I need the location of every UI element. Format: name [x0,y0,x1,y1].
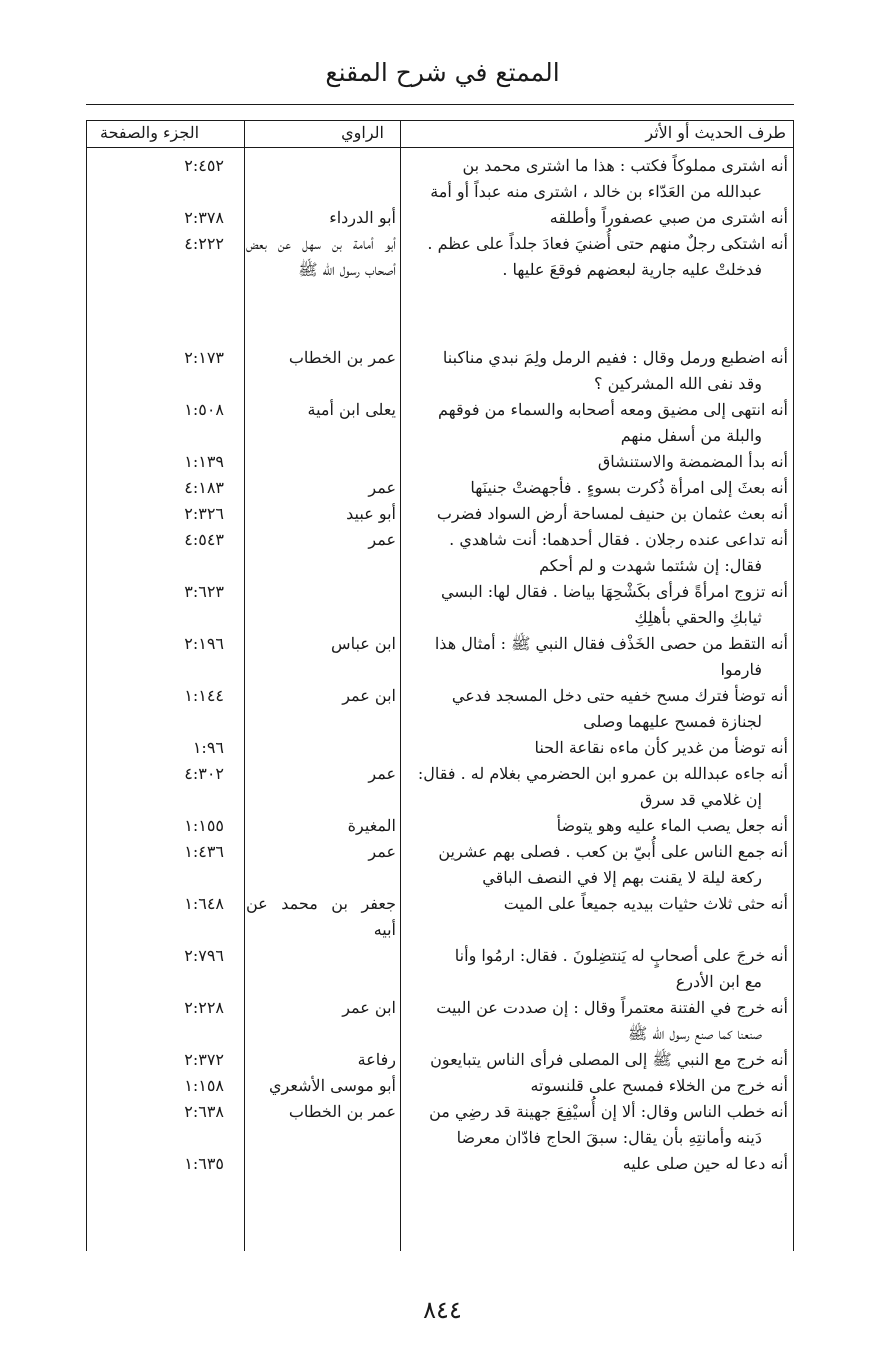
page-number: ٨٤٤ [423,1296,462,1324]
hadith-text-line2: ركعة ليلة لا يقنت بهم إلا في النصف الباقي [482,868,762,887]
hadith-text [404,1099,794,1151]
hadith-text-line2: فدخلتْ عليه جارية لبعضهم فوقعَ عليها . [502,260,762,279]
hadith-text [404,449,794,475]
hadith-text-line1: أنه توضأ من غدير كأن ماءه نقاعة الحنا [534,738,788,757]
table-row [86,839,794,891]
hadith-text-line1: أنه خرج من الخلاء فمسح على قلنسوته [530,1076,788,1095]
narrator: عمر بن الخطاب [288,1102,396,1121]
volume-page-ref: ٢:٣٢٦ [184,504,224,523]
hadith-text-line1: أنه التقط من حصى الخَذْف فقال النبي ﷺ : أمثال هذا [434,634,788,653]
volume-page-ref: ٤:١٨٣ [184,478,224,497]
hadith-text [404,527,794,579]
narrator: جعفر بن محمد عن أبيه [246,894,396,939]
hadith-text [404,683,794,735]
volume-page-ref: ٢:١٧٣ [184,348,224,367]
narrator: عمر [368,842,396,861]
table-row [86,813,794,839]
narrator: أبو موسى الأشعري [269,1076,396,1095]
table-row [86,579,794,631]
volume-page-ref: ١:٦٣٥ [184,1154,224,1173]
table-row [86,397,794,449]
running-head: الممتع في شرح المقنع [325,58,560,87]
hadith-text-line1: أنه جعل يصب الماء عليه وهو يتوضأ [556,816,788,835]
narrator: رفاعة [357,1050,396,1069]
table-row [86,631,794,683]
hadith-text-line2: لجنازة فمسح عليهما وصلى [583,712,762,731]
volume-page-ref: ٢:٣٧٢ [184,1050,224,1069]
table-row [86,735,794,761]
table-rows [86,153,794,1177]
table-row [86,683,794,735]
volume-page-ref: ١:٩٦ [192,738,224,757]
narrator: ابن عمر [342,686,396,705]
hadith-text [404,761,794,813]
volume-page-ref: ٣:٦٢٣ [184,582,224,601]
hadith-text [404,475,794,501]
column-header-text: طرف الحديث أو الأثر [645,123,786,142]
table-row [86,231,794,345]
table-row [86,475,794,501]
table-row [86,153,794,205]
hadith-text-line1: أنه بدأ المضمضة والاستنشاق [597,452,788,471]
hadith-text-line1: أنه اشتكى رجلٌ منهم حتى أُضنيَ فعادَ جلداً على عظم . [427,234,788,253]
hadith-text-line1: أنه جاءه عبدالله بن عمرو ابن الحضرمي بغلام له . فقال: [417,764,788,783]
narrator: يعلى ابن أمية [307,400,396,419]
hadith-text [404,1151,794,1177]
volume-page-ref: ١:١٥٨ [184,1076,224,1095]
hadith-text-line1: أنه اضطبع ورمل وقال : ففيم الرمل ولِمَ نبدي مناكبنا [442,348,788,367]
volume-page-ref: ٢:٤٥٢ [184,156,224,175]
table-row [86,1073,794,1099]
hadith-text-line1: أنه تداعى عنده رجلان . فقال أحدهما: أنت شاهدي . [449,530,788,549]
narrator: عمر [368,764,396,783]
table-row [86,449,794,475]
hadith-text-line1: أنه دعا له حين صلى عليه [622,1154,788,1173]
hadith-text-line2: وقد نفى الله المشركين ؟ [594,374,762,393]
hadith-text-line2: فارموا [720,660,762,679]
narrator: أبو عبيد [346,504,396,523]
hadith-text [404,501,794,527]
column-header-ref: الجزء والصفحة [100,123,200,142]
hadith-text-line2: مع ابن الأدرع [675,972,762,991]
hadith-text-line1: أنه اشترى من صبي عصفوراً وأطلقه [549,208,788,227]
narrator: عمر بن الخطاب [288,348,396,367]
index-table [86,120,794,1251]
volume-page-ref: ٢:١٩٦ [184,634,224,653]
hadith-text [404,943,794,995]
hadith-text-line1: أنه حثى ثلاث حثيات بيديه جميعاً على الميت [503,894,788,913]
header-rule [86,104,794,105]
hadith-text-line1: أنه تزوج امرأةً فرأى بكَشْحِهَا بياضا . فقال لها: البسي [440,582,788,601]
volume-page-ref: ١:١٥٥ [184,816,224,835]
hadith-text [404,995,794,1047]
hadith-text-line1: أنه اشترى مملوكاً فكتب : هذا ما اشترى محمد بن [462,156,788,175]
volume-page-ref: ١:٤٣٦ [184,842,224,861]
volume-page-ref: ٢:٢٢٨ [184,998,224,1017]
narrator: عمر [368,478,396,497]
table-row [86,205,794,231]
narrator: ابن عباس [331,634,396,653]
column-header-narrator: الراوي [341,123,384,142]
table-row [86,527,794,579]
hadith-text [404,813,794,839]
volume-page-ref: ١:٦٤٨ [184,894,224,913]
hadith-text [404,1073,794,1099]
hadith-text-line2: والبلة من أسفل منهم [620,426,762,445]
table-row [86,501,794,527]
hadith-text-line1: أنه خرج مع النبي ﷺ إلى المصلى فرأى الناس يتبايعون [430,1050,788,1069]
volume-page-ref: ٤:٢٢٢ [184,234,224,253]
hadith-text [404,579,794,631]
hadith-text-line2: دَينه وأمانتِهِ بأن يقال: سبقَ الحاج فادّان معرضا [456,1128,762,1147]
table-row [86,345,794,397]
volume-page-ref: ٤:٣٠٢ [184,764,224,783]
narrator: المغيرة [347,816,396,835]
hadith-text-line2: عبدالله من العَدّاء بن خالد ، اشترى منه عبداً أو أمة [430,182,762,201]
narrator: أبو الدرداء [329,208,396,227]
hadith-text-line1: أنه خرج في الفتنة معتمراً وقال : إن صددت عن البيت [436,998,788,1017]
hadith-text-line1: أنه توضأ فترك مسح خفيه حتى دخل المسجد فدعي [451,686,788,705]
hadith-text [404,345,794,397]
hadith-text [404,735,794,761]
hadith-text [404,891,794,917]
hadith-text-line1: أنه بعث عثمان بن حنيف لمساحة أرض السواد فضرب [436,504,788,523]
narrator: أبو أمامة بن سهل عن بعض أصحاب رسول الله ﷺ [246,234,396,279]
table-row [86,761,794,813]
hadith-text-line2: فقال: إن شئتما شهدت و لم أحكم [539,556,762,575]
hadith-text-line2: ثيابكِ والحقي بأهلِكِ [634,608,762,627]
volume-page-ref: ٢:٣٧٨ [184,208,224,227]
volume-page-ref: ١:٥٠٨ [184,400,224,419]
table-row [86,943,794,995]
header-bottom-rule [86,147,794,148]
hadith-text-line1: أنه بعثَ إلى امرأة ذُكرت بسوءٍ . فأجهضتْ جنينَها [470,478,788,497]
hadith-text-line2: صنعنا كما صنع رسول الله ﷺ [627,1024,762,1043]
narrator: ابن عمر [342,998,396,1017]
volume-page-ref: ٤:٥٤٣ [184,530,224,549]
hadith-text-line1: أنه جمع الناس على أُبيّ بن كعب . فصلى بهم عشرين [438,842,788,861]
hadith-text [404,153,794,205]
hadith-text [404,205,794,231]
table-row [86,1151,794,1177]
hadith-text-line1: أنه خرجَ على أصحابٍ له يَنتضِلونَ . فقال: ارمُوا وأنا [454,946,788,965]
hadith-text-line1: أنه انتهى إلى مضيق ومعه أصحابه والسماء من فوقهم [437,400,788,419]
hadith-text [404,397,794,449]
table-row [86,891,794,943]
volume-page-ref: ١:١٣٩ [184,452,224,471]
hadith-text [404,231,794,283]
table-row [86,1099,794,1151]
hadith-text [404,839,794,891]
hadith-text [404,1047,794,1073]
hadith-text-line2: إن غلامي قد سرق [640,790,762,809]
table-row [86,1047,794,1073]
volume-page-ref: ١:١٤٤ [184,686,224,705]
hadith-text-line1: أنه خطب الناس وقال: ألا إن أُسيْفِعَ جهينة قد رضِي من [429,1102,788,1121]
volume-page-ref: ٢:٦٣٨ [184,1102,224,1121]
hadith-text [404,631,794,683]
narrator: عمر [368,530,396,549]
table-row [86,995,794,1047]
volume-page-ref: ٢:٧٩٦ [184,946,224,965]
